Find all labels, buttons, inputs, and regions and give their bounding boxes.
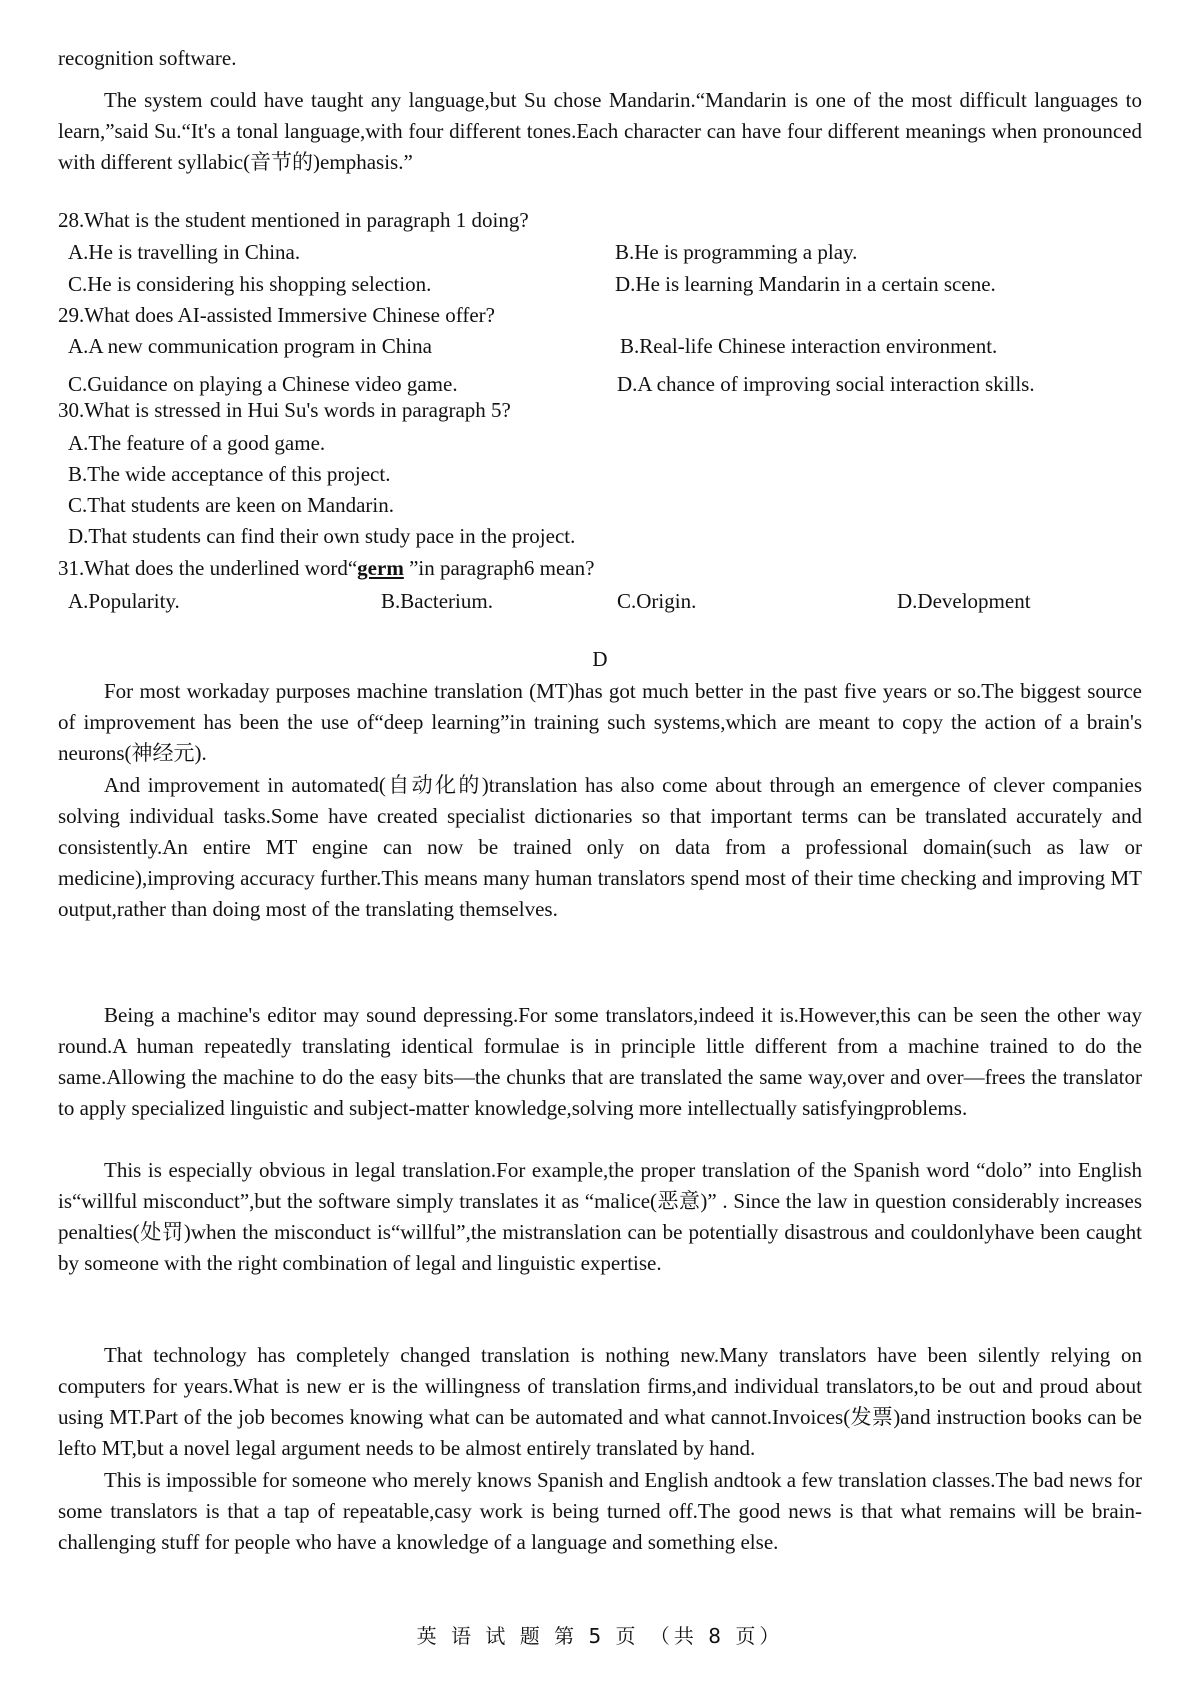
question-31-stem-after: ”in paragraph6 mean? — [403, 556, 595, 580]
passage-d-heading: D — [592, 647, 608, 671]
question-30-option-c: C.That students are keen on Mandarin. — [68, 493, 394, 517]
question-28-option-c: C.He is considering his shopping selection. — [68, 272, 432, 296]
passage-d-paragraph-5: That technology has completely changed translation is nothing new.Many translators have been silently relying on computers for years.What is new er is the willingness of translation firms,and individual translators,to be out and proud about using MT.Part of the job becomes knowing what can be automated and what cannot.Invoices(发票)and instruction books can be lefto MT,but a novel legal argument needs to be almost entirely translated by hand. — [58, 1343, 1142, 1460]
underlined-word: germ — [357, 556, 404, 580]
question-31-stem-before: 31.What does the underlined word“ — [58, 556, 358, 580]
question-30-stem: 30.What is stressed in Hui Su's words in paragraph 5? — [58, 398, 511, 422]
question-29-option-a: A.A new communication program in China — [68, 334, 432, 358]
question-30-option-a: A.The feature of a good game. — [68, 431, 326, 455]
question-29-option-c: C.Guidance on playing a Chinese video game. — [68, 372, 458, 396]
page-footer: 英 语 试 题 第 5 页 （共 8 页） — [416, 1624, 784, 1648]
passage-d-paragraph-2: And improvement in automated(自动化的)translation has also come about through an emergence of clever companies solving individual tasks.Some have created specialist dictionaries so that important terms can be translated accurately and consistently.An entire MT engine can now be trained only on data from a professional domain(such as law or medicine),improving accuracy further.This means many human translators spend most of their time checking and improving MT output,rather than doing most of the translating themselves. — [58, 773, 1142, 921]
question-31-stem — [58, 556, 594, 581]
question-28-stem: 28.What is the student mentioned in paragraph 1 doing? — [58, 208, 529, 232]
question-29-option-b: B.Real-life Chinese interaction environment. — [620, 334, 998, 358]
passage-d-paragraph-3: Being a machine's editor may sound depressing.For some translators,indeed it is.However,this can be seen the other way round.A human repeatedly translating identical formulae is in principle little different from a machine trained to do the same.Allowing the machine to do the easy bits—the chunks that are translated the same way,over and over—frees the translator to apply specialized linguistic and subject-matter knowledge,solving more intellectually satisfyingproblems. — [58, 1003, 1142, 1120]
question-28-option-a: A.He is travelling in China. — [68, 240, 301, 264]
question-28-option-b: B.He is programming a play. — [615, 240, 858, 264]
question-31-option-c: C.Origin. — [617, 589, 697, 613]
passage-d-paragraph-1: For most workaday purposes machine translation (MT)has got much better in the past five years or so.The biggest source of improvement has been the use of“deep learning”in training such systems,which are meant to copy the action of a brain's neurons(神经元). — [58, 679, 1142, 765]
passage-d-paragraph-6: This is impossible for someone who merely knows Spanish and English andtook a few translation classes.The bad news for some translators is that a tap of repeatable,casy work is being turned off.The good news is that what remains will be brain-challenging stuff for people who have a knowledge of a language and something else. — [58, 1468, 1142, 1554]
question-31-option-b: B.Bacterium. — [381, 589, 493, 613]
question-28-option-d: D.He is learning Mandarin in a certain scene. — [615, 272, 996, 296]
question-31-option-a: A.Popularity. — [68, 589, 180, 613]
question-31-option-d: D.Development — [897, 589, 1031, 613]
question-29-option-d: D.A chance of improving social interaction skills. — [617, 372, 1035, 396]
question-30-option-d: D.That students can find their own study pace in the project. — [68, 524, 576, 548]
passage-d-paragraph-4: This is especially obvious in legal translation.For example,the proper translation of the Spanish word “dolo” into English is“willful misconduct”,but the software simply translates it as “malice(恶意)” . Since the law in question considerably increases penalties(处罚)when the misconduct is“willful”,the mistranslation can be potentially disastrous and couldonlyhave been caught by someone with the right combination of legal and linguistic expertise. — [58, 1158, 1142, 1275]
passage-c-paragraph: The system could have taught any language,but Su chose Mandarin.“Mandarin is one of the most difficult languages to learn,”said Su.“It's a tonal language,with four different tones.Each character can have four different meanings when pronounced with different syllabic(音节的)emphasis.” — [58, 88, 1142, 174]
question-30-option-b: B.The wide acceptance of this project. — [68, 462, 391, 486]
passage-c-tail-line: recognition software. — [58, 46, 237, 70]
question-29-stem: 29.What does AI-assisted Immersive Chinese offer? — [58, 303, 495, 327]
